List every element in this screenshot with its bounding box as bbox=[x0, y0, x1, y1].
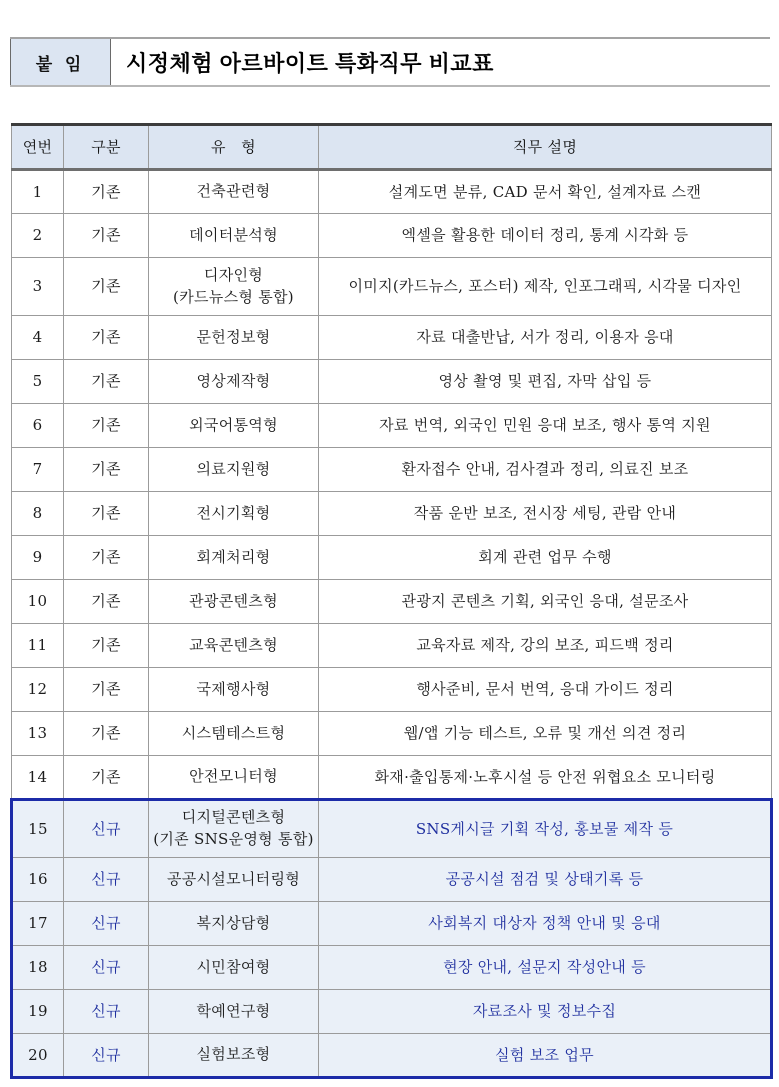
type-line: 외국어통역형 bbox=[189, 415, 278, 434]
cell-type bbox=[149, 668, 319, 712]
cell-category: 신규 bbox=[64, 800, 149, 858]
cell-no: 3 bbox=[12, 258, 64, 316]
type-line: 문헌정보형 bbox=[196, 327, 271, 346]
type-line: 영상제작형 bbox=[196, 371, 271, 390]
type-line: 데이터분석형 bbox=[189, 225, 278, 244]
cell-category: 기존 bbox=[64, 668, 149, 712]
type-line: 의료지원형 bbox=[196, 459, 271, 478]
cell-type bbox=[149, 536, 319, 580]
cell-no: 17 bbox=[12, 902, 64, 946]
cell-no: 20 bbox=[12, 1034, 64, 1078]
cell-type bbox=[149, 316, 319, 360]
cell-type bbox=[149, 712, 319, 756]
cell-type bbox=[149, 404, 319, 448]
cell-category: 기존 bbox=[64, 492, 149, 536]
cell-type bbox=[149, 756, 319, 800]
cell-no: 4 bbox=[12, 316, 64, 360]
table-row bbox=[12, 170, 772, 214]
table-body bbox=[12, 170, 772, 1078]
cell-no: 12 bbox=[12, 668, 64, 712]
table-row bbox=[12, 258, 772, 316]
table-row bbox=[12, 902, 772, 946]
type-line: (카드뉴스형 통합) bbox=[173, 287, 294, 306]
table-row bbox=[12, 580, 772, 624]
cell-category: 기존 bbox=[64, 448, 149, 492]
cell-desc: 회계 관련 업무 수행 bbox=[319, 536, 772, 580]
cell-category: 신규 bbox=[64, 946, 149, 990]
cell-desc: 행사준비, 문서 번역, 응대 가이드 정리 bbox=[319, 668, 772, 712]
table-row bbox=[12, 360, 772, 404]
column-header-category: 구분 bbox=[64, 125, 149, 170]
type-line: 건축관련형 bbox=[196, 182, 271, 201]
cell-no: 13 bbox=[12, 712, 64, 756]
cell-no: 5 bbox=[12, 360, 64, 404]
cell-desc: 엑셀을 활용한 데이터 정리, 통계 시각화 등 bbox=[319, 214, 772, 258]
type-line: 국제행사형 bbox=[196, 679, 271, 698]
table-header-row bbox=[12, 125, 772, 170]
cell-category: 기존 bbox=[64, 712, 149, 756]
type-line: 학예연구형 bbox=[196, 1001, 271, 1020]
cell-desc: 자료조사 및 정보수집 bbox=[319, 990, 772, 1034]
cell-no: 6 bbox=[12, 404, 64, 448]
type-line: 실험보조형 bbox=[196, 1045, 271, 1064]
cell-desc: 자료 대출반납, 서가 정리, 이용자 응대 bbox=[319, 316, 772, 360]
cell-desc: 환자접수 안내, 검사결과 정리, 의료진 보조 bbox=[319, 448, 772, 492]
cell-desc: 웹/앱 기능 테스트, 오류 및 개선 의견 정리 bbox=[319, 712, 772, 756]
cell-no: 7 bbox=[12, 448, 64, 492]
cell-no: 15 bbox=[12, 800, 64, 858]
type-line: 디자인형 bbox=[203, 265, 264, 284]
type-line: 안전모니터형 bbox=[189, 767, 278, 786]
cell-type bbox=[149, 360, 319, 404]
cell-category: 기존 bbox=[64, 580, 149, 624]
cell-type bbox=[149, 902, 319, 946]
cell-desc: 작품 운반 보조, 전시장 세팅, 관람 안내 bbox=[319, 492, 772, 536]
cell-desc: 공공시설 점검 및 상태기록 등 bbox=[319, 858, 772, 902]
type-line: 디지털콘텐츠형 bbox=[181, 808, 286, 827]
cell-type bbox=[149, 800, 319, 858]
cell-desc: 교육자료 제작, 강의 보조, 피드백 정리 bbox=[319, 624, 772, 668]
cell-desc: 화재·출입통제·노후시설 등 안전 위협요소 모니터링 bbox=[319, 756, 772, 800]
table-row bbox=[12, 756, 772, 800]
type-line: 회계처리형 bbox=[196, 547, 271, 566]
cell-type bbox=[149, 580, 319, 624]
cell-desc: 이미지(카드뉴스, 포스터) 제작, 인포그래픽, 시각물 디자인 bbox=[319, 258, 772, 316]
cell-desc: 실험 보조 업무 bbox=[319, 1034, 772, 1078]
cell-no: 2 bbox=[12, 214, 64, 258]
cell-no: 11 bbox=[12, 624, 64, 668]
cell-type bbox=[149, 1034, 319, 1078]
cell-category: 기존 bbox=[64, 536, 149, 580]
table-row bbox=[12, 1034, 772, 1078]
table-row bbox=[12, 668, 772, 712]
cell-no: 14 bbox=[12, 756, 64, 800]
table-row bbox=[12, 316, 772, 360]
cell-category: 기존 bbox=[64, 624, 149, 668]
type-line: 교육콘텐츠형 bbox=[189, 635, 278, 654]
type-line: 전시기획형 bbox=[196, 503, 271, 522]
cell-no: 9 bbox=[12, 536, 64, 580]
cell-category: 기존 bbox=[64, 170, 149, 214]
cell-category: 기존 bbox=[64, 404, 149, 448]
attachment-label: 붙 임 bbox=[10, 39, 111, 85]
table-row bbox=[12, 946, 772, 990]
cell-category: 기존 bbox=[64, 756, 149, 800]
job-comparison-table bbox=[10, 123, 773, 1079]
cell-type bbox=[149, 946, 319, 990]
cell-type bbox=[149, 258, 319, 316]
type-line: 시민참여형 bbox=[196, 957, 271, 976]
cell-no: 8 bbox=[12, 492, 64, 536]
cell-category: 신규 bbox=[64, 902, 149, 946]
cell-category: 기존 bbox=[64, 360, 149, 404]
cell-type bbox=[149, 858, 319, 902]
table-row bbox=[12, 404, 772, 448]
type-line: 관광콘텐츠형 bbox=[189, 591, 278, 610]
cell-desc: 자료 번역, 외국인 민원 응대 보조, 행사 통역 지원 bbox=[319, 404, 772, 448]
column-header-no: 연번 bbox=[12, 125, 64, 170]
table-row bbox=[12, 492, 772, 536]
cell-no: 1 bbox=[12, 170, 64, 214]
page-title: 시정체험 아르바이트 특화직무 비교표 bbox=[126, 50, 494, 76]
cell-category: 기존 bbox=[64, 258, 149, 316]
table-row bbox=[12, 800, 772, 858]
column-header-type: 유 형 bbox=[149, 125, 319, 170]
cell-type bbox=[149, 448, 319, 492]
cell-type bbox=[149, 170, 319, 214]
cell-type bbox=[149, 624, 319, 668]
table-row bbox=[12, 990, 772, 1034]
cell-desc: 설계도면 분류, CAD 문서 확인, 설계자료 스캔 bbox=[319, 170, 772, 214]
table-row bbox=[12, 858, 772, 902]
type-line: (기존 SNS운영형 통합) bbox=[153, 830, 314, 848]
cell-type bbox=[149, 990, 319, 1034]
cell-desc: 사회복지 대상자 정책 안내 및 응대 bbox=[319, 902, 772, 946]
table-row bbox=[12, 448, 772, 492]
cell-type bbox=[149, 214, 319, 258]
table-row bbox=[12, 536, 772, 580]
cell-desc: SNS게시글 기획 작성, 홍보물 제작 등 bbox=[319, 800, 772, 858]
type-line: 복지상담형 bbox=[196, 913, 271, 932]
cell-no: 10 bbox=[12, 580, 64, 624]
comparison-table-wrap bbox=[10, 123, 770, 1079]
cell-category: 신규 bbox=[64, 1034, 149, 1078]
attachment-header-band bbox=[10, 37, 770, 87]
type-line: 시스템테스트형 bbox=[181, 723, 286, 742]
column-header-desc: 직무 설명 bbox=[319, 125, 772, 170]
cell-category: 기존 bbox=[64, 214, 149, 258]
cell-desc: 영상 촬영 및 편집, 자막 삽입 등 bbox=[319, 360, 772, 404]
cell-desc: 관광지 콘텐츠 기획, 외국인 응대, 설문조사 bbox=[319, 580, 772, 624]
cell-category: 신규 bbox=[64, 858, 149, 902]
cell-category: 신규 bbox=[64, 990, 149, 1034]
cell-category: 기존 bbox=[64, 316, 149, 360]
cell-no: 19 bbox=[12, 990, 64, 1034]
cell-desc: 현장 안내, 설문지 작성안내 등 bbox=[319, 946, 772, 990]
cell-no: 16 bbox=[12, 858, 64, 902]
table-row bbox=[12, 624, 772, 668]
type-line: 공공시설모니터링형 bbox=[166, 869, 301, 888]
cell-no: 18 bbox=[12, 946, 64, 990]
table-row bbox=[12, 712, 772, 756]
cell-type bbox=[149, 492, 319, 536]
table-row bbox=[12, 214, 772, 258]
